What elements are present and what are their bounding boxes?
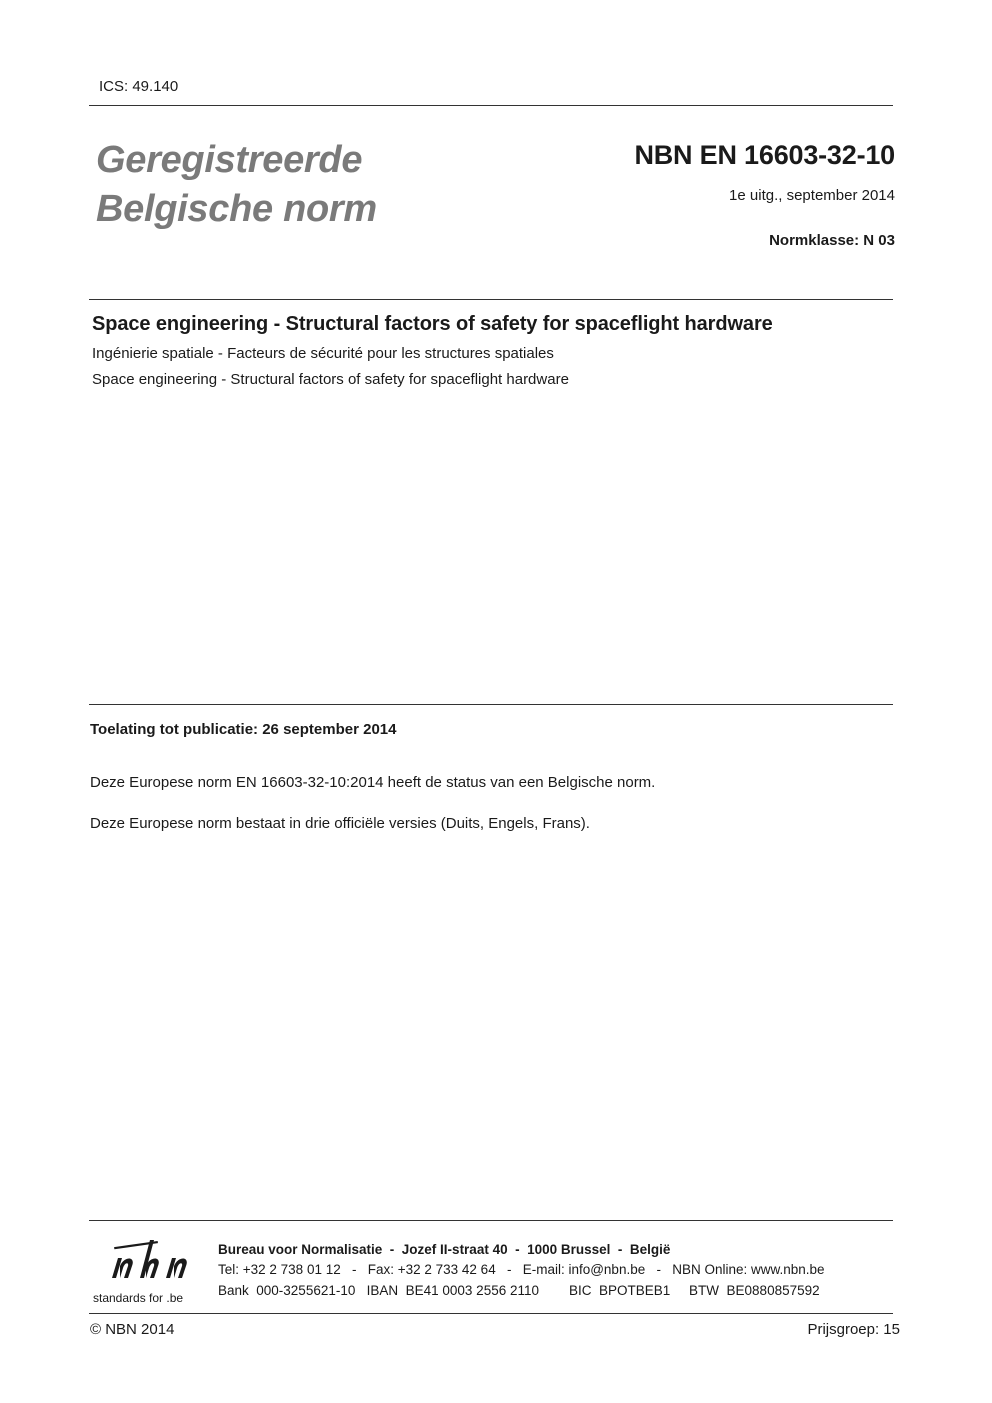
organization-address: Bureau voor Normalisatie - Jozef II-straat 40 - 1000 Brussel - België <box>218 1242 671 1257</box>
title-divider <box>89 299 893 300</box>
approval-date: Toelating tot publicatie: 26 september 2014 <box>90 721 397 738</box>
title-dutch: Space engineering - Structural factors of safety for spaceflight hardware <box>92 371 569 388</box>
registered-title-line2: Belgische norm <box>96 188 377 230</box>
nbn-logo-tagline: standards for .be <box>93 1291 184 1305</box>
footer-divider <box>89 1220 893 1221</box>
norm-code: NBN EN 16603-32-10 <box>634 140 895 170</box>
norm-class: Normklasse: N 03 <box>769 232 895 249</box>
nbn-logo-mark <box>112 1240 187 1278</box>
price-group: Prijsgroep: 15 <box>807 1321 900 1338</box>
nbn-logo <box>92 1234 204 1306</box>
registered-belgian-norm-title <box>96 136 377 234</box>
title-french: Ingénierie spatiale - Facteurs de sécurité pour les structures spatiales <box>92 345 554 362</box>
edition-date: 1e uitg., september 2014 <box>729 187 895 204</box>
ics-code: ICS: 49.140 <box>99 78 179 95</box>
contact-details: Tel: +32 2 738 01 12 - Fax: +32 2 733 42 64 - E-mail: info@nbn.be - NBN Online: www.nbn.be <box>218 1262 825 1277</box>
bank-details: Bank 000-3255621-10 IBAN BE41 0003 2556 2110 BIC BPOTBEB1 BTW BE0880857592 <box>218 1283 820 1298</box>
header-divider <box>89 105 893 106</box>
body-divider <box>89 704 893 705</box>
registered-title-line1: Geregistreerde <box>96 139 363 181</box>
copyright-divider <box>89 1313 893 1314</box>
title-english: Space engineering - Structural factors of safety for spaceflight hardware <box>92 313 773 335</box>
status-statement: Deze Europese norm EN 16603-32-10:2014 heeft de status van een Belgische norm. <box>90 774 656 791</box>
versions-statement: Deze Europese norm bestaat in drie officiële versies (Duits, Engels, Frans). <box>90 815 590 832</box>
copyright: © NBN 2014 <box>90 1321 175 1338</box>
